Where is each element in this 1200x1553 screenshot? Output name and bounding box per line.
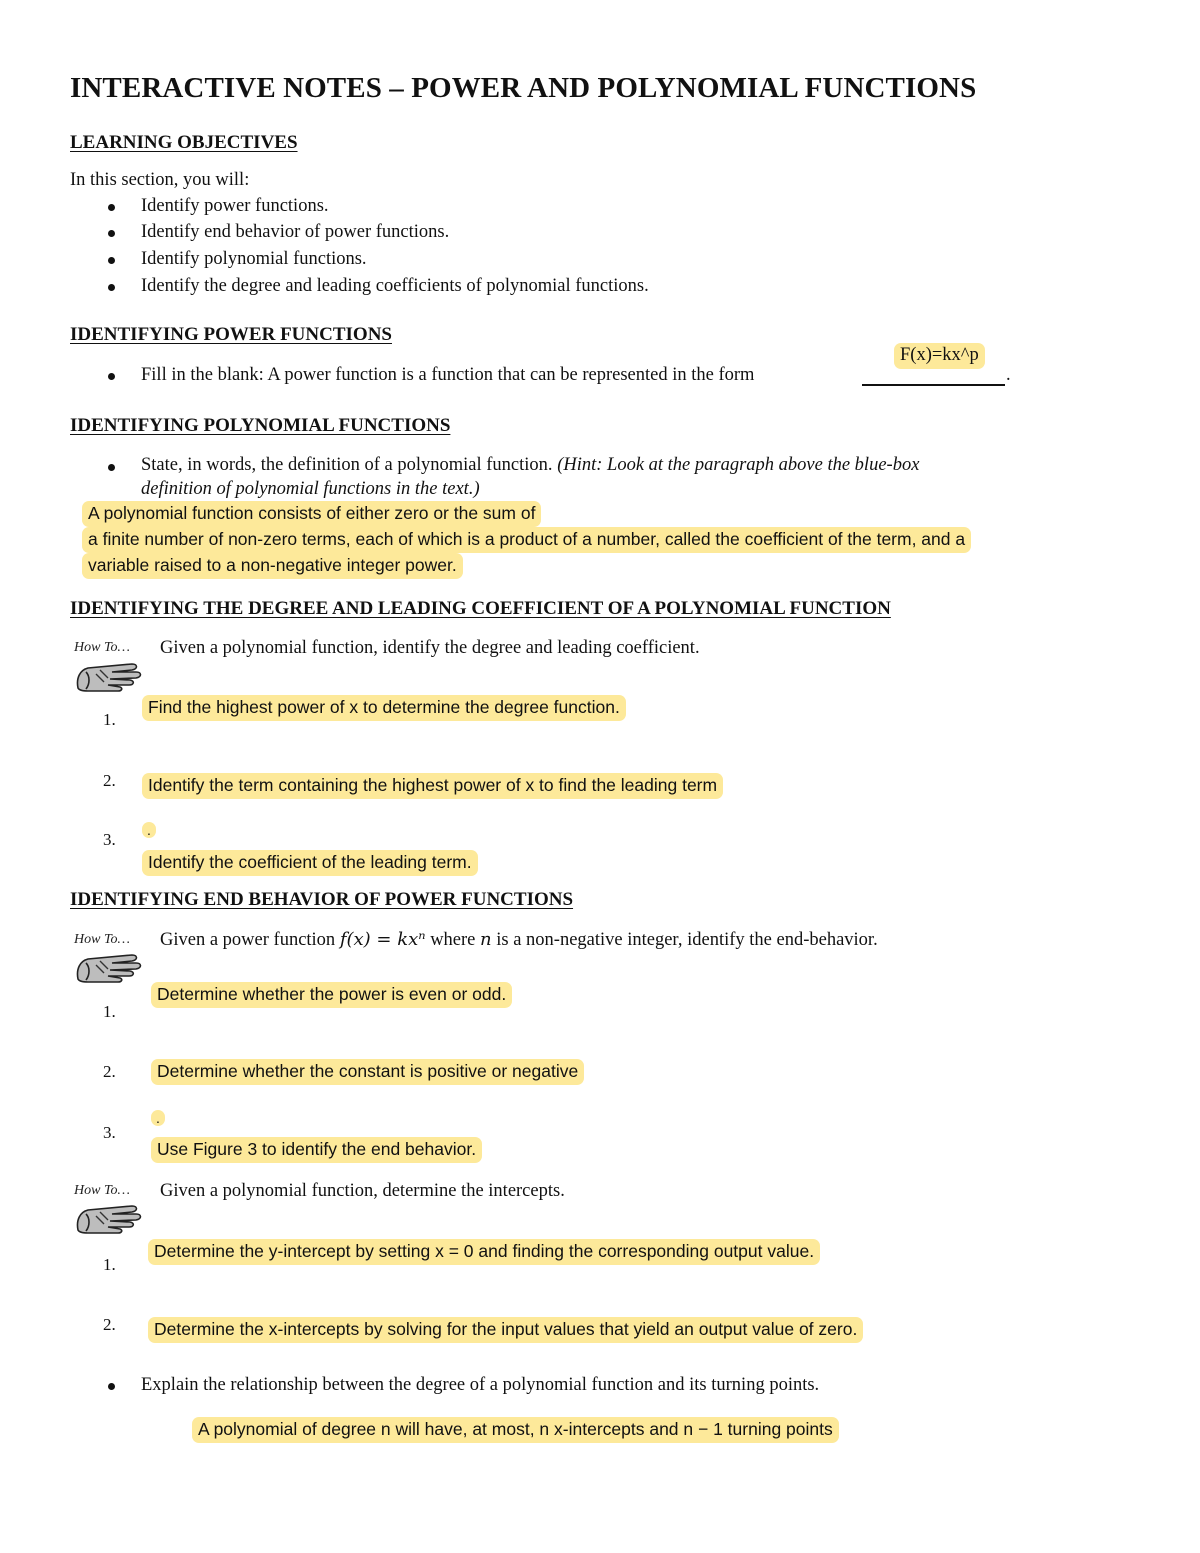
howto-text xyxy=(160,929,878,951)
step-number: 2. xyxy=(103,1315,116,1334)
pointing-hand-icon xyxy=(74,660,146,694)
degree-step-3-dot: . xyxy=(142,822,156,838)
objective-item: Identify the degree and leading coefficients of polynomial functions. xyxy=(141,276,649,296)
step-number: 2. xyxy=(103,771,116,790)
objective-item: Identify end behavior of power functions. xyxy=(141,222,450,242)
polynomial-answer-line2: a finite number of non-zero terms, each of which is a product of a number, called the coefficient of the term, and a xyxy=(82,527,971,553)
howto-text: Given a polynomial function, identify the degree and leading coefficient. xyxy=(160,638,700,658)
objective-item: Identify power functions. xyxy=(141,196,329,216)
degree-step-3: Identify the coefficient of the leading term. xyxy=(142,850,478,876)
bullet-icon xyxy=(108,1383,115,1390)
intercept-step-1: Determine the y-intercept by setting x = 0 and finding the corresponding output value. xyxy=(148,1239,820,1265)
power-function-formula: f(x) = kxⁿ xyxy=(339,929,426,950)
objectives-intro: In this section, you will: xyxy=(70,170,250,190)
end-step-1: Determine whether the power is even or odd. xyxy=(151,982,512,1008)
howto-label: How To… xyxy=(74,1183,130,1198)
bullet-icon xyxy=(108,257,115,264)
turning-points-question: Explain the relationship between the degree of a polynomial function and its turning points. xyxy=(141,1375,820,1395)
prompt-period: . xyxy=(1006,365,1011,385)
polynomial-hint-line2: definition of polynomial functions in the text.) xyxy=(141,479,480,499)
howto-text: Given a polynomial function, determine the intercepts. xyxy=(160,1181,565,1201)
polynomial-hint-line1: (Hint: Look at the paragraph above the blue-box xyxy=(557,455,920,475)
pointing-hand-icon xyxy=(74,951,146,985)
degree-leading-heading: IDENTIFYING THE DEGREE AND LEADING COEFFICIENT OF A POLYNOMIAL FUNCTION xyxy=(70,598,891,619)
howto-pre: Given a power function xyxy=(160,930,336,950)
bullet-icon xyxy=(108,204,115,211)
bullet-icon xyxy=(108,284,115,291)
end-step-2: Determine whether the constant is positive or negative xyxy=(151,1059,584,1085)
step-number: 1. xyxy=(103,710,116,729)
step-number: 3. xyxy=(103,830,116,849)
step-number: 2. xyxy=(103,1062,116,1081)
end-step-3-dot: . xyxy=(151,1110,165,1126)
fill-in-blank-line xyxy=(862,384,1005,386)
polynomial-answer-line3: variable raised to a non-negative integer power. xyxy=(82,553,463,579)
end-behavior-heading: IDENTIFYING END BEHAVIOR OF POWER FUNCTIONS xyxy=(70,889,574,910)
objective-item: Identify polynomial functions. xyxy=(141,249,367,269)
polynomial-prompt xyxy=(141,455,919,476)
step-number: 3. xyxy=(103,1123,116,1142)
howto-post: is a non-negative integer, identify the end-behavior. xyxy=(496,930,878,950)
bullet-icon xyxy=(108,230,115,237)
degree-step-2: Identify the term containing the highest power of x to find the leading term xyxy=(142,773,723,799)
polynomial-functions-heading: IDENTIFYING POLYNOMIAL FUNCTIONS xyxy=(70,415,451,436)
variable-n: n xyxy=(480,929,492,950)
bullet-icon xyxy=(108,464,115,471)
power-functions-heading: IDENTIFYING POWER FUNCTIONS xyxy=(70,324,392,345)
howto-label: How To… xyxy=(74,932,130,947)
pointing-hand-icon xyxy=(74,1202,146,1236)
turning-points-answer: A polynomial of degree n will have, at most, n x-intercepts and n − 1 turning points xyxy=(192,1417,839,1443)
page-title: INTERACTIVE NOTES – POWER AND POLYNOMIAL FUNCTIONS xyxy=(70,72,977,104)
degree-step-1: Find the highest power of x to determine the degree function. xyxy=(142,695,626,721)
polynomial-answer-line1: A polynomial function consists of either zero or the sum of xyxy=(82,501,541,527)
intercept-step-2: Determine the x-intercepts by solving for the input values that yield an output value of zero. xyxy=(148,1317,863,1343)
howto-label: How To… xyxy=(74,640,130,655)
power-function-prompt: Fill in the blank: A power function is a function that can be represented in the form xyxy=(141,365,755,385)
step-number: 1. xyxy=(103,1002,116,1021)
step-number: 1. xyxy=(103,1255,116,1274)
end-step-3: Use Figure 3 to identify the end behavior. xyxy=(151,1137,482,1163)
power-function-answer: F(x)=kx^p xyxy=(894,343,985,369)
howto-mid: where xyxy=(430,930,476,950)
bullet-icon xyxy=(108,373,115,380)
learning-objectives-heading: LEARNING OBJECTIVES xyxy=(70,132,298,153)
polynomial-prompt-text: State, in words, the definition of a polynomial function. xyxy=(141,455,553,475)
